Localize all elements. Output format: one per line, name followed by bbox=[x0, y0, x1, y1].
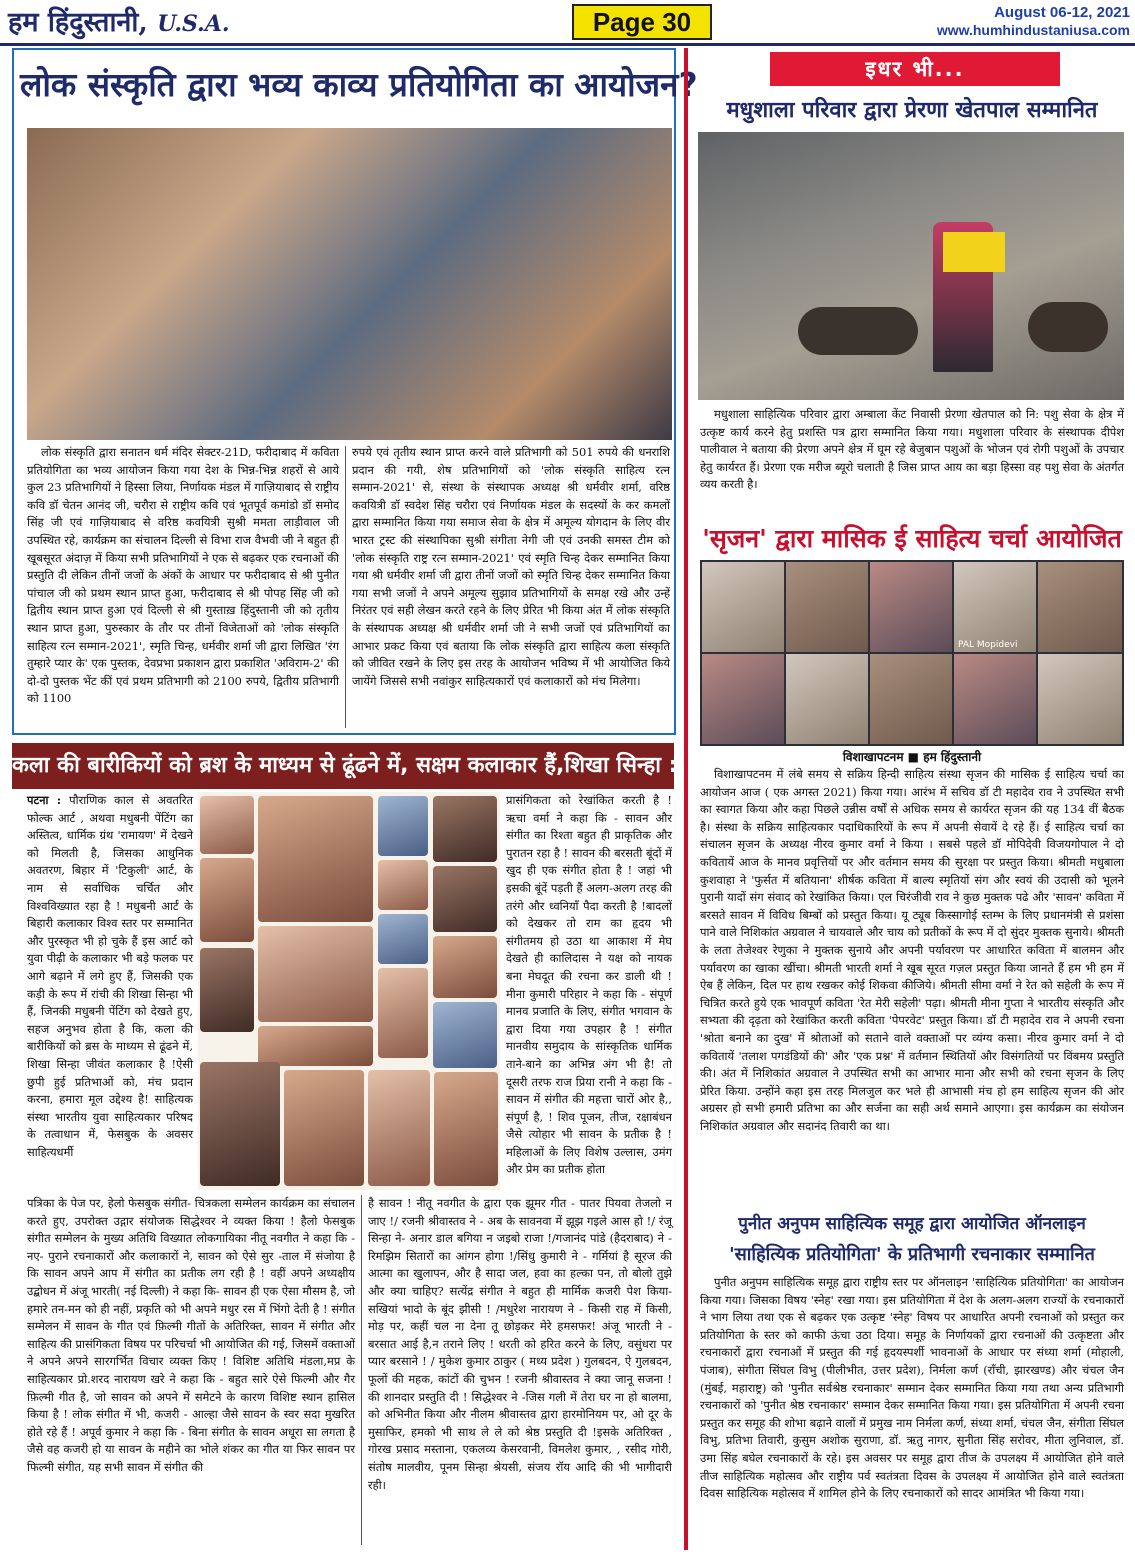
story2-video-call-photo bbox=[700, 560, 1124, 746]
video-tile bbox=[702, 562, 784, 652]
story2-body: विशाखापटनम में लंबे समय से सक्रिय हिन्दी साहित्य संस्था सृजन की मासिक ई साहित्य चर्चा का आयोजन आज ( एक अगस्त 2021) किया गया। आरंभ में सचिव डॉ टी महादेव राव ने उपस्थित सभी का स्वागत किया और कहा पिछले उन्नीस वर्षों से अधिक समय से कार्यरत सृजन की यह 134 वीं बैठक है। संस्था के सक्रिय साहित्यकार पदाधिकारियों के रूप में अपनी सेवायें दे रहे हैं। ई साहित्य चर्चा का संचालन सृजन के अध्यक्ष नीरव कुमार वर्मा ने किया । सबसे पहले डॉ मोपिदेवी विजयगोपाल ने दो कवितायें आज के मानव प्रवृत्तियों पर और वर्तमान समय की सुरक्षा पर प्रस्तुत किया। श्रीमती मधुबाला कुशवाहा ने 'फुर्सत में बतियाना' शीर्षक कविता में बाल्य स्मृतियों संग और स्वयं की उदासी को भूलने पुरानी यादों संग संवाद को रेखांकित किया। एल चिरंजीवी राव ने कुछ मुक्तक पढे और 'सावन' कविता में बरसते सावन में विविध बिम्बों को प्रस्तुत किया। यू ट्यूब किस्सागोई स्तम्भ के लिए प्रधानमंत्री से प्रशंसा पाने वाले निशिकांत अग्रवाल ने चायवाले और चाय को प्रतीकों के रूप में दो सुंदर मुक्तक सुनाये। श्रीमती के लता तेजेश्वर रेणुका ने मुक्तक सुनाये और अपनी पर्यावरण पर आधारित कविता में बालमन और पर्यावरण का खाका खींचा। श्रीमती भारती शर्मा ने खूब सूरत गज़ल प्रस्तुत किया जानते हैं हम भी हम में ऐब हैं लेकिन, दिल पर हाथ रखकर कोई शिकवा कीजिये। श्रीमती सीमा वर्मा ने रेत को सहेली के रूप में चित्रित करते हुये एक भावपूर्ण कविता 'रेत मेरी सहेली' पढ़ा। श्रीमती मीना गुप्ता ने भारतीय संस्कृति और सभ्यता की दृढ़ता को रेखांकित करती कविता 'पेपरवेट' प्रस्तुत किया। डॉ टी महादेव राव ने अपनी रचना 'श्रोता बनाने का दुख' में श्रोताओं को सताने वाले वक्ताओं पर व्यंग्य कसा। नीरव कुमार वर्मा ने दो कवितायें 'तलाश पगडंडियों की' और 'एक प्रश्न' में वर्तमान स्थितियों और विसंगतियों पर विंबमय प्रस्तुति की। अंत में निशिकांत अग्रवाल ने उपस्थित सभी का आभार माना और सभी को रचना सृजन के लिए प्रेरित किया. उन्होंने कहा इस तरह मिलजुल कर भले ही आभासी मंच हो हम साहित्य सृजन की ओर अग्रसर हो सभी हमारी प्रतिभा का और सर्जना का सही अर्थ समाने आएगा। इस कार्यक्रम का संयोजन निशिकांत अग्रवाल और सदानंद तिवारी का था। bbox=[700, 767, 1124, 1133]
collage-portrait bbox=[200, 796, 254, 854]
photo-crate bbox=[943, 232, 1005, 272]
story3-body: पुनीत अनुपम साहित्यिक समूह द्वारा राष्ट्रीय स्तर पर ऑनलाइन 'साहित्यिक प्रतियोगिता' का आयोजन किया गया। जिसका विषय 'स्नेह' रखा गया। इस प्रतियोगिता में देश के अलग-अलग राज्यों के रचनाकारों ने भाग लिया तथा एक से बढ़कर एक उत्कृष्ट 'स्नेह' विषय पर आधारित अपनी रचनाओं को प्रस्तुत कर प्रतियोगिता के स्तर को काफी ऊंचा उठा दिया। समूह के निर्णायकों द्वारा रचनाओं की उत्कृष्टता और रचनाकारों द्वारा रचनाओं में प्रस्तुत की गई हृदयस्पर्शी भावनाओं के आधार पर संध्या शर्मा (मोहाली, पंजाब), संगीता सिंघल विभु (पीलीभीत, उत्तर प्रदेश), निर्मला कर्ण (राँची, झारखण्ड) और चंचल जैन (मुंबई, महाराष्ट्र) को 'पुनीत सर्वश्रेष्ठ रचनाकार' सम्मान देकर सम्मानित किया गया तथा अन्य प्रतिभागी रचनाकारों को 'पुनीत श्रेष्ठ रचनाकार' सम्मान देकर सम्मानित किया गया। इस प्रतियोगिता में अपनी रचना प्रस्तुत कर समूह की शोभा बढ़ाने वालों में प्रमुख नाम निर्मला कर्ण, संध्या शर्मा, चंचल जैन, संगीता सिंघल विभु, प्रतिभा तिवारी, कुसुम अशोक सुराणा, डॉ. ऋतु नागर, सुनीता सिंह सरोवर, मीता लुनिवाल, डॉ. उमा सिंह बघेल रचनाकारों के रहे। इस अवसर पर समूह द्वारा तीज के उपलक्ष्य में आयोजित होने वाले तीज साहित्यिक महोत्सव और राष्ट्रीय पर्व स्वतंत्रता दिवस के उपलक्ष्य में आयोजित होने वाले स्वतंत्रता दिवस साहित्यिक महोत्सव में शामिल होने के लिए रचनाकारों को सादर आमंत्रित भी किया गया। bbox=[700, 1275, 1124, 1501]
collage-portrait-featured bbox=[258, 796, 373, 922]
video-tile bbox=[870, 654, 952, 744]
video-tile bbox=[702, 654, 784, 744]
article2-left-column: पटना : पौराणिक काल से अवतरित फोल्क आर्ट , अथवा मधुबनी पेंटिंग का अस्तित्व, धार्मिक ग्रंथ 'रामायण' में देखने को मिलती है, जिसका आधुनिक अवतरण, बिहार में 'टिकुली' आर्ट, के नाम से सर्वाधिक चर्चित और विश्वविख्यात रहा है ! मधुबनी आर्ट के बिहारी कलाकार विश्व स्तर पर सम्मानित और पुरस्कृत भी हो चुके हैं इस आर्ट को युवा पीढ़ी के कलाकार भी बड़े फलक पर आगे बढ़ाने में लगे हुए हैं, जिसकी एक कड़ी के रूप में रांची की शिखा सिन्हा भी हैं, जिनकी मधुबनी पेंटिंग को देखते हुए, सहज अनुभव होता है कि, कला की बारीकियों को ब्रस के माध्यम से ढूंढने में, शिखा सिन्हा जीवंत कलाकार है !ऐसी छुपी हुई प्रतिभाओं को, मंच प्रदान करना, हमारा मूल उद्देश्य है! साहित्यक संस्था भारतीय युवा साहित्यकार परिषद के तत्वाधान में, फेसबुक के अवसर साहित्यधर्मी bbox=[27, 793, 194, 1159]
article1-group-photo bbox=[27, 128, 672, 440]
article1-column-2: रुपये एवं तृतीय स्थान प्राप्त करने वाले प्रतिभागी को 501 रुपये की धनराशि प्रदान की गयी, शेष प्रतिभागियों को 'लोक संस्कृति साहित्य रत्न सम्मान-2021' से, संस्था के संस्थापक अध्यक्ष श्री धर्मवीर शर्मा, वरिष्ठ कवयित्री डॉ स्वदेश सिंह चरौरा एवं निर्णायक मंडल के सदस्यों के कर कमलों द्वारा सम्मानित किया गया समाज सेवा के क्षेत्र में अमूल्य योगदान के लिए वीर भारत ट्रस्ट की संस्थापिका सुश्री संगीता नेगी जी एवं उनकी समस्त टीम को 'लोक संस्कृति राष्ट्र रत्न सम्मान-2021' एवं स्मृति चिन्ह देकर सम्मानित किया गया श्री धर्मवीर शर्मा जी द्वारा तीनों जजों को स्मृति चिन्ह देकर सम्मानित किया गया सभी जजों ने अपने अमूल्य सुझाव प्रतिभागियों के समक्ष रखे और उन्हें निरंतर एवं सही लेखन करते रहने के लिए प्रेरित भी किया अंत में लोक संस्कृति के संस्थापक अध्यक्ष श्री धर्मवीर शर्मा जी ने सभी जजों एवं प्रतिभागियों का आभार प्रकट किया एवं बताया कि लोक संस्कृति द्वारा साहित्य कला संस्कृति को जीवित रखने के लिए इस तरह के आयोजन भविष्य में भी आयोजित किये जायेंगे जिससे सभी नवांकुर साहित्यकारों एवं कलाकारों को मंच मिलेगा। bbox=[352, 445, 670, 688]
collage-portrait bbox=[378, 796, 428, 856]
column-divider bbox=[361, 1195, 362, 1545]
collage-portrait bbox=[378, 968, 428, 1058]
article2-collage bbox=[198, 792, 500, 1190]
masthead-rule bbox=[0, 43, 1135, 46]
story3-headline-line2: 'साहित्यिक प्रतियोगिता' के प्रतिभागी रचनाकार सम्मानित bbox=[729, 1244, 1095, 1265]
collage-portrait bbox=[378, 860, 428, 910]
masthead-suffix: U.S.A. bbox=[157, 11, 230, 37]
video-tile bbox=[954, 562, 1036, 652]
article1-headline: लोक संस्कृति द्वारा भव्य काव्य प्रतियोगिता का आयोजन? bbox=[20, 65, 698, 104]
video-tile bbox=[786, 562, 868, 652]
collage-portrait bbox=[200, 948, 254, 1032]
video-tile bbox=[1038, 562, 1122, 652]
masthead-title bbox=[8, 4, 568, 42]
video-tile bbox=[954, 654, 1036, 744]
collage-portrait bbox=[433, 866, 497, 932]
sidebar-banner: इधर भी... bbox=[770, 52, 1060, 86]
collage-portrait bbox=[433, 1002, 497, 1068]
collage-portrait bbox=[433, 796, 497, 862]
issue-date: August 06-12, 2021 bbox=[994, 4, 1130, 21]
dateline: पटना : bbox=[27, 793, 62, 807]
article2-bottom-right: है सावन ! नीतू नवगीत के द्वारा एक झूमर गीत - पातर पियवा तेजलो न जाए !/ रजनी श्रीवास्तव ने - अब के सावनवा में झूझ गइले आस हो !/ रंजू सिन्हा ने- अनार डाल बगिया न जइबो राजा !/गजानंद पांडे (हैदराबाद) ने - रिमझिम सितारों का आंगन होगा !/सिंधु कुमारी ने - गर्मियां है सूरज की आत्मा का खुलापन, और है सादा जल, हवा का हल्का पन, तो बोलो तुझे और क्या चाहिए? सत्येंद्र संगीत ने बहुत ही मार्मिक कजरी पेश किया- सखियां भादो के बूंद झीसी ! /मधुरेश नारायण ने - किसी राह में किसी, मोड़ पर, कहीं चल ना देना तू छोड़कर मेरे हमसफर! अंजू भारती ने - बरसात आई है,न‍ तराने लिए ! धरती को हरित करने के लिए, वसुंधरा पर प्यार बरसाने ! / मुकेश कुमार ठाकुर ( मध्य प्रदेश ) गुलबदन, ऐ गुलबदन, फूलों की महक, कांटों की चुभन ! रजनी श्रीवास्तव ने क्या जानू सजना ! की शानदार प्रस्तुति दी ! सिद्धेश्वर ने -जिस गली में तेरा घर ना हो बालमा, को अभिनीत किया और नीलम श्रीवास्तव द्वारा हारमोनियम पर, ओ दूर के मुसाफिर, हमको भी साथ ले ले को श्रेष्ठ प्रस्तुति दी !इसके अतिरिक्त , गोरख प्रसाद मस्ताना, एकलव्य केसरवानी, विमलेश कुमार, , रसीद गोरी, संतोष मालवीय, पूनम सिन्हा श्रेयसी, संजय रॉय आदि की भी भागीदारी रही। bbox=[368, 1196, 672, 1492]
article2-right-column: प्रासंगिकता को रेखांकित करती है ! ऋचा वर्मा ने कहा कि - सावन और संगीत का रिश्ता बहुत ही प्राकृतिक और पुरातन रहा है ! सावन की बरसती बूंदों में खुद ही एक संगीत होता है ! जहां भी इसकी बूंदें पड़ती हैं अलग-अलग तरह की तरंगे और ध्वनियाँ पैदा करती है !बादलों को देखकर तो राम का हृदय भी संगीतमय हो उठा था आकाश में मेघ देखते ही कालिदास ने यक्ष को नायक बना मेघदूत की रचना कर डाली थी ! मीना कुमारी परिहार ने कहा कि - संपूर्ण मानव प्रजाति के लिए, संगीत भगवान के द्वारा दिया गया उपहार है ! संगीत मानवीय समुदाय के सांस्कृतिक धार्मिक ताने-बाने का अभिन्न अंग भी है! तो दूसरी तरफ राज प्रिया रानी ने कहा कि - सावन में संगीत की महत्ता चारों ओर है,, संपूर्ण है, ! शिव पूजन, तीज, रक्षाबंधन जैसे त्योहार भी सावन के प्रतीक है !महिलाओं के लिए विशेष उल्लास, उमंग और प्रेम का प्रतीक होता bbox=[506, 793, 672, 1177]
collage-portrait bbox=[258, 1026, 373, 1066]
collage-portrait bbox=[378, 914, 428, 964]
collage-portrait bbox=[200, 858, 254, 942]
video-tile bbox=[1038, 654, 1122, 744]
page-number: Page 30 bbox=[572, 4, 712, 40]
column-divider bbox=[345, 446, 346, 728]
masthead-name: हम हिंदुस्तानी, bbox=[8, 7, 148, 38]
collage-portrait-featured bbox=[258, 926, 373, 1022]
story2-byline: विशाखापटनम ■ हम हिंदुस्तानी bbox=[842, 750, 982, 764]
video-tile bbox=[786, 654, 868, 744]
website-url[interactable]: www.humhindustaniusa.com bbox=[936, 22, 1130, 38]
article2-headline: कला की बारीकियों को ब्रश के माध्यम से ढूंढने में, सक्षम कलाकार हैं,शिखा सिन्हा : सिद्धेश्वर bbox=[12, 743, 674, 789]
collage-portrait bbox=[433, 936, 497, 998]
collage-portrait bbox=[368, 1070, 430, 1186]
story1-photo bbox=[698, 132, 1124, 400]
story1-headline: मधुशाला परिवार द्वारा प्रेरणा खेतपाल सम्मानित bbox=[726, 98, 1098, 123]
story3-headline-line1: पुनीत अनुपम साहित्यिक समूह द्वारा आयोजित ऑनलाइन bbox=[738, 1214, 1086, 1234]
video-tile bbox=[870, 562, 952, 652]
collage-portrait bbox=[284, 1070, 364, 1186]
article1-column-1: लोक संस्कृति द्वारा सनातन धर्म मंदिर सेक्टर-21D, फरीदाबाद में कविता प्रतियोगिता का भव्य आयोजन किया गया देश के भिन्न-भिन्न शहरों से आये कुल 23 प्रतिभागियों ने हिस्सा लिया, निर्णायक मंडल में गाज़ियाबाद से राष्ट्रीय कवि डॉ चेतन आनंद जी, चरौरा से राष्ट्रीय कवि एवं भूतपूर्व कमांडो डॉ समोद सिंह जी एवं गाज़ियाबाद से वरिष्ठ कवयित्री सुश्री ममता लाड़ीवाल जी उपस्थित रहे, कार्यक्रम का संचालन दिल्ली से विभा राज वैभवी जी ने बहुत ही खूबसूरत अंदाज़ में किया सभी प्रतिभागियों ने एक से बढ़कर एक रचनाओं की प्रस्तुति दी लेकिन तीनों जजों के अंकों के आधार पर फरीदाबाद से श्री पुनीत पांचाल जी को प्रथम स्थान प्राप्त हुआ, फरीदाबाद से श्री पोपह सिंह जी को द्वितीय स्थान प्राप्त हुआ एवं दिल्ली से श्री गुस्ताख़ हिंदुस्तानी जी को तृतीय स्थान प्राप्त हुआ, पुरुस्कार के तौर पर तीनों विजेताओं को 'लोक संस्कृति साहित्य रत्न सम्मान-2021', स्मृति चिन्ह, धर्मवीर शर्मा जी द्वारा लिखित 'रंग तुम्हारे प्यार के' एक पुस्तक, देवप्रभा प्रकाशन द्वारा प्रकाशित 'अविराम-2' की दो-दो पुस्तक भेंट कीं एवं प्रथम प्रतिभागी को 2100 रुपये, द्वितीय प्रतिभागी को 1100 bbox=[27, 445, 339, 706]
photo-dog bbox=[798, 307, 918, 355]
collage-portrait bbox=[434, 1072, 498, 1186]
story2-headline: 'सृजन' द्वारा मासिक ई साहित्य चर्चा आयोजित bbox=[702, 524, 1122, 553]
article2-bottom-left: पत्रिका के पेज पर, हेलो फेसबुक संगीत- चित्रकला सम्मेलन कार्यक्रम का संचालन करते हुए, उपरोक्त उद्गार संयोजक सिद्धेश्वर ने व्यक्त किया ! हैलो फेसबुक संगीत सम्मेलन के मुख्य अतिथि विख्यात लोकगायिका नीतू नवगीत ने कहा कि - नए- पुराने रचनाकारों और कलाकारों ने, सावन को ऐसे सुर -ताल में संजोया है कि सावन अपने आप में संगीत का प्रतीक लग रही है ! वहीं अपने अध्यक्षीय उद्बोधन में अंजू भारती( नई दिल्ली) ने कहा कि- सावन ही एक ऐसा मौसम है, जो हमारे तन-मन को ही नहीं, प्रकृति को भी अपने मधुर रस में भिंगो देती है ! संगीत सम्मेलन में सावन के गीत एवं फ़िल्मी गीतों के अतिरिक्त, सावन में संगीत और साहित्य की प्रासंगिकता विषय पर परिचर्चा भी आयोजित की गई, जिसमें वक्ताओं ने अपने अपने सारगर्भित विचार व्यक्त किए ! विशिष्ट अतिथि मंडला,मप्र के साहित्यकार प्रो.शरद नारायण खरे ने कहा कि - बहुत सारे ऐसे फिल्मी और गैर फ़िल्मी गीत है, जो सावन को अपने में समेटने के कारण विशिष्ट स्थान हासिल किया है ! लोक संगीत में भी, कजरी - आल्हा जैसे सावन के स्वर सदा मुखरित होते रहे हैं ! अपूर्व कुमार ने कहा कि - बिना संगीत के सावन अधूरा सा लगता है जैसे वह कजरी हो या सावन के महीने का भोले शंकर का गीत या फिर सावन पर फिल्मी संगीत, यह सभी सावन में संगीत की bbox=[27, 1196, 355, 1474]
video-tile-name: PAL Mopidevi bbox=[958, 640, 1018, 650]
article2-left-column-cont bbox=[27, 1138, 193, 1192]
collage-portrait bbox=[200, 1062, 280, 1186]
photo-dog bbox=[1028, 302, 1108, 352]
story1-body: मधुशाला साहित्यिक परिवार द्वारा अम्बाला केंट निवासी प्रेरणा खेतपाल को नि: पशु सेवा के क्षेत्र में उत्कृष्ट कार्य करने हेतु प्रशस्ति पत्र द्वारा सम्मानित किया गया। मधुशाला परिवार के संस्थापक दीपेश पालीवाल ने बताया की प्रेरणा अपने क्षेत्र में घूम रहे बेजुबान पशुओं के भोजन एवं रोगी पशुओं के उपचार हेतु कार्यरत हैं। प्रेरणा एक मरीज ब्यूरो चलाती है जिस प्राप्त आय का बड़ा हिस्सा वह पशु सेवा के अंतर्गत व्यय करती है। bbox=[700, 407, 1124, 492]
